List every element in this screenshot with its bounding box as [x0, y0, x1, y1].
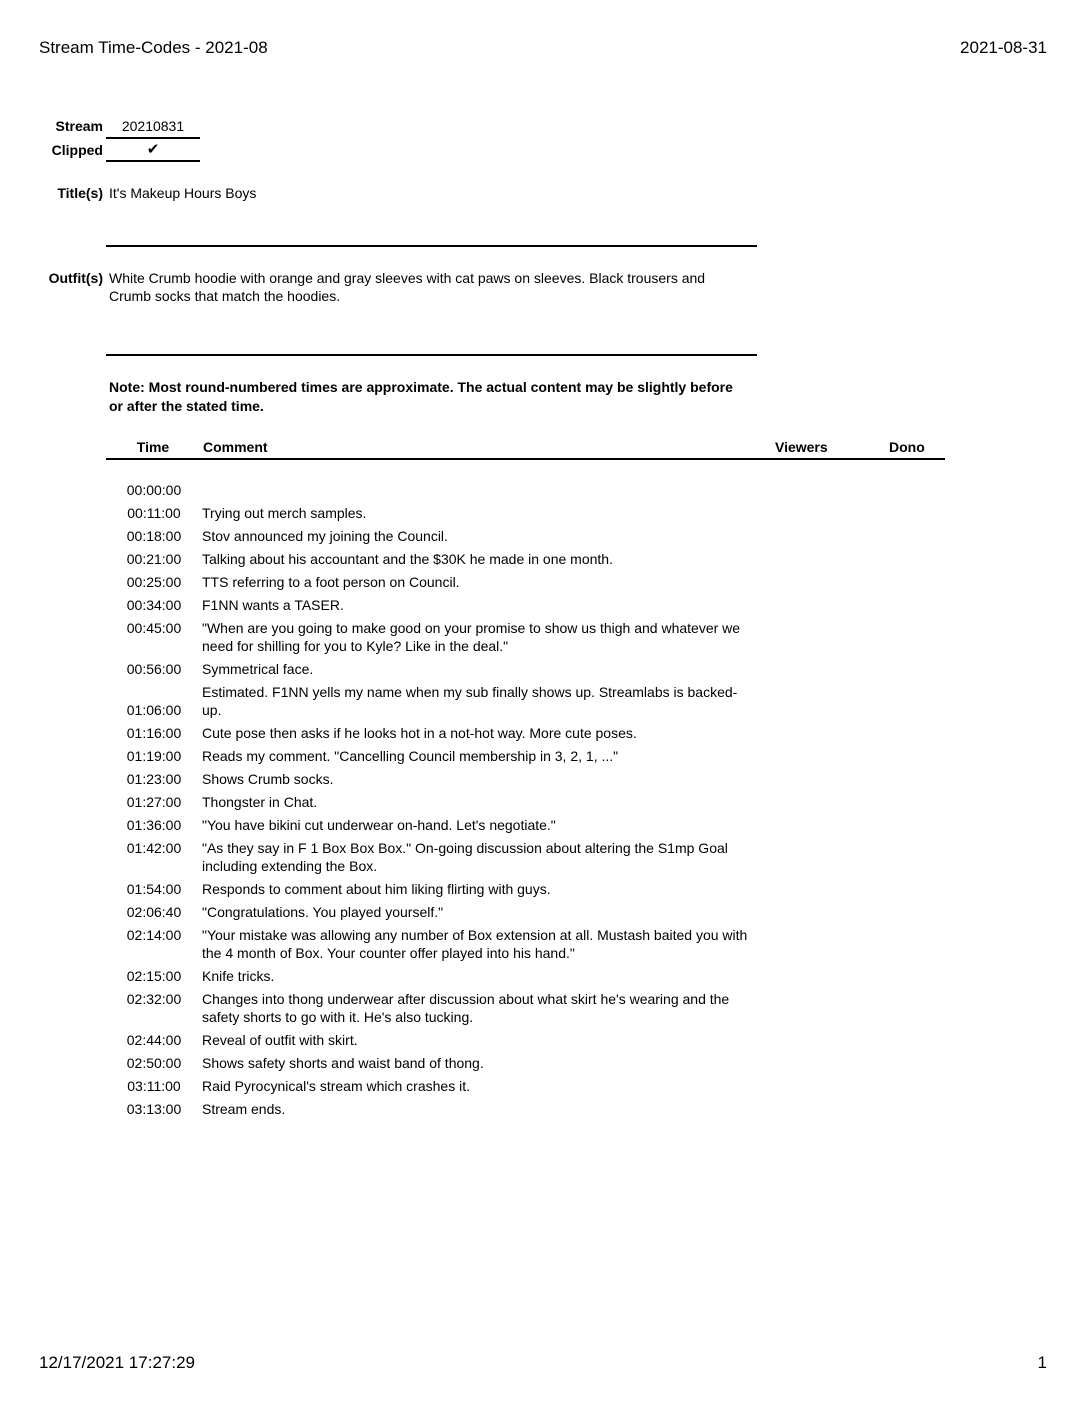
table-row [106, 724, 945, 742]
stream-underline [106, 137, 200, 139]
row-time: 01:16:00 [126, 725, 182, 741]
row-comment: "Congratulations. You played yourself." [202, 904, 444, 920]
table-row [106, 793, 945, 811]
row-time: 01:06:00 [126, 702, 182, 718]
outfits-label: Outfit(s) [48, 270, 103, 286]
row-comment: "You have bikini cut underwear on-hand. Let's negotiate." [202, 817, 556, 833]
stream-value: 20210831 [121, 118, 185, 134]
header-date: 2021-08-31 [960, 38, 1047, 57]
row-time: 01:23:00 [126, 771, 182, 787]
row-comment: Shows safety shorts and waist band of thong. [202, 1055, 484, 1071]
row-comment: "Your mistake was allowing any number of Box extension at all. Mustash baited you with the 4 month of Box. Your counter offer played into his hand." [202, 927, 748, 961]
row-comment: Knife tricks. [202, 968, 275, 984]
table-row [106, 481, 945, 499]
table-row [106, 880, 945, 898]
row-time: 02:15:00 [126, 968, 182, 984]
row-comment: Estimated. F1NN yells my name when my sub finally shows up. Streamlabs is backed-up. [202, 684, 738, 718]
row-time: 02:14:00 [126, 927, 182, 943]
row-comment: Trying out merch samples. [202, 505, 367, 521]
clipped-label: Clipped [51, 142, 103, 158]
row-time: 01:27:00 [126, 794, 182, 810]
table-row [106, 1031, 945, 1049]
row-time: 00:21:00 [126, 551, 182, 567]
table-row [106, 596, 945, 614]
row-time: 02:06:40 [126, 904, 182, 920]
row-comment: "As they say in F 1 Box Box Box." On-going discussion about altering the S1mp Goal including extending the Box. [202, 840, 728, 874]
row-time: 00:18:00 [126, 528, 182, 544]
column-header-dono: Dono [889, 439, 925, 455]
clipped-underline [106, 160, 200, 162]
row-comment: Raid Pyrocynical's stream which crashes it. [202, 1078, 470, 1094]
page-title: Stream Time-Codes - 2021-08 [39, 38, 268, 57]
row-comment: TTS referring to a foot person on Council. [202, 574, 460, 590]
row-comment: Thongster in Chat. [202, 794, 318, 810]
row-time: 03:13:00 [126, 1101, 182, 1117]
outfits-underline [106, 354, 757, 356]
row-comment: "When are you going to make good on your promise to show us thigh and whatever we need for shilling for you to Kyle? Like in the deal." [202, 620, 741, 654]
row-time: 00:25:00 [126, 574, 182, 590]
table-row [106, 504, 945, 522]
row-time: 01:42:00 [126, 840, 182, 856]
table-row [106, 619, 945, 655]
table-row [106, 1054, 945, 1072]
row-comment: Shows Crumb socks. [202, 771, 334, 787]
table-row [106, 1100, 945, 1118]
titles-label: Title(s) [57, 185, 103, 201]
table-row [106, 683, 945, 719]
table-row [106, 903, 945, 921]
table-header-rule [106, 458, 945, 460]
row-time: 02:32:00 [126, 991, 182, 1007]
column-header-time: Time [136, 439, 170, 455]
table-row [106, 747, 945, 765]
titles-underline [106, 245, 757, 247]
table-row [106, 839, 945, 875]
titles-value: It's Makeup Hours Boys [109, 185, 257, 201]
footer-timestamp: 12/17/2021 17:27:29 [39, 1353, 195, 1372]
row-time: 01:19:00 [126, 748, 182, 764]
row-comment: Symmetrical face. [202, 661, 314, 677]
approximation-note: Note: Most round-numbered times are approximate. The actual content may be slightly before or after the stated time. [109, 379, 733, 414]
stream-label: Stream [55, 118, 103, 134]
row-time: 00:45:00 [126, 620, 182, 636]
column-header-comment: Comment [203, 439, 268, 455]
row-comment: Responds to comment about him liking flirting with guys. [202, 881, 551, 897]
clipped-check-icon: ✔ [146, 141, 160, 158]
row-comment: Reveal of outfit with skirt. [202, 1032, 358, 1048]
table-row [106, 573, 945, 591]
row-comment: F1NN wants a TASER. [202, 597, 344, 613]
table-row [106, 770, 945, 788]
timecode-table-body [106, 481, 945, 1123]
row-comment: Reads my comment. "Cancelling Council membership in 3, 2, 1, ..." [202, 748, 619, 764]
table-row [106, 660, 945, 678]
column-header-viewers: Viewers [775, 439, 828, 455]
table-row [106, 527, 945, 545]
row-time: 02:44:00 [126, 1032, 182, 1048]
table-row [106, 990, 945, 1026]
table-row [106, 816, 945, 834]
row-comment: Cute pose then asks if he looks hot in a not-hot way. More cute poses. [202, 725, 637, 741]
table-row [106, 926, 945, 962]
row-comment: Talking about his accountant and the $30K he made in one month. [202, 551, 613, 567]
row-comment: Stov announced my joining the Council. [202, 528, 448, 544]
table-row [106, 967, 945, 985]
row-time: 00:00:00 [126, 482, 182, 498]
row-time: 03:11:00 [127, 1078, 181, 1094]
row-time: 00:34:00 [126, 597, 182, 613]
row-time: 00:56:00 [126, 661, 182, 677]
row-comment: Changes into thong underwear after discussion about what skirt he's wearing and the safety shorts to go with it. He's also tucking. [202, 991, 730, 1025]
row-time: 02:50:00 [126, 1055, 182, 1071]
outfits-value: White Crumb hoodie with orange and gray sleeves with cat paws on sleeves. Black trousers and Crumb socks that match the hoodies. [109, 270, 706, 304]
row-time: 01:54:00 [126, 881, 182, 897]
table-row [106, 1077, 945, 1095]
row-comment: Stream ends. [202, 1101, 286, 1117]
row-time: 01:36:00 [126, 817, 182, 833]
row-time: 00:11:00 [127, 505, 181, 521]
page-number: 1 [1037, 1353, 1047, 1372]
table-row [106, 550, 945, 568]
